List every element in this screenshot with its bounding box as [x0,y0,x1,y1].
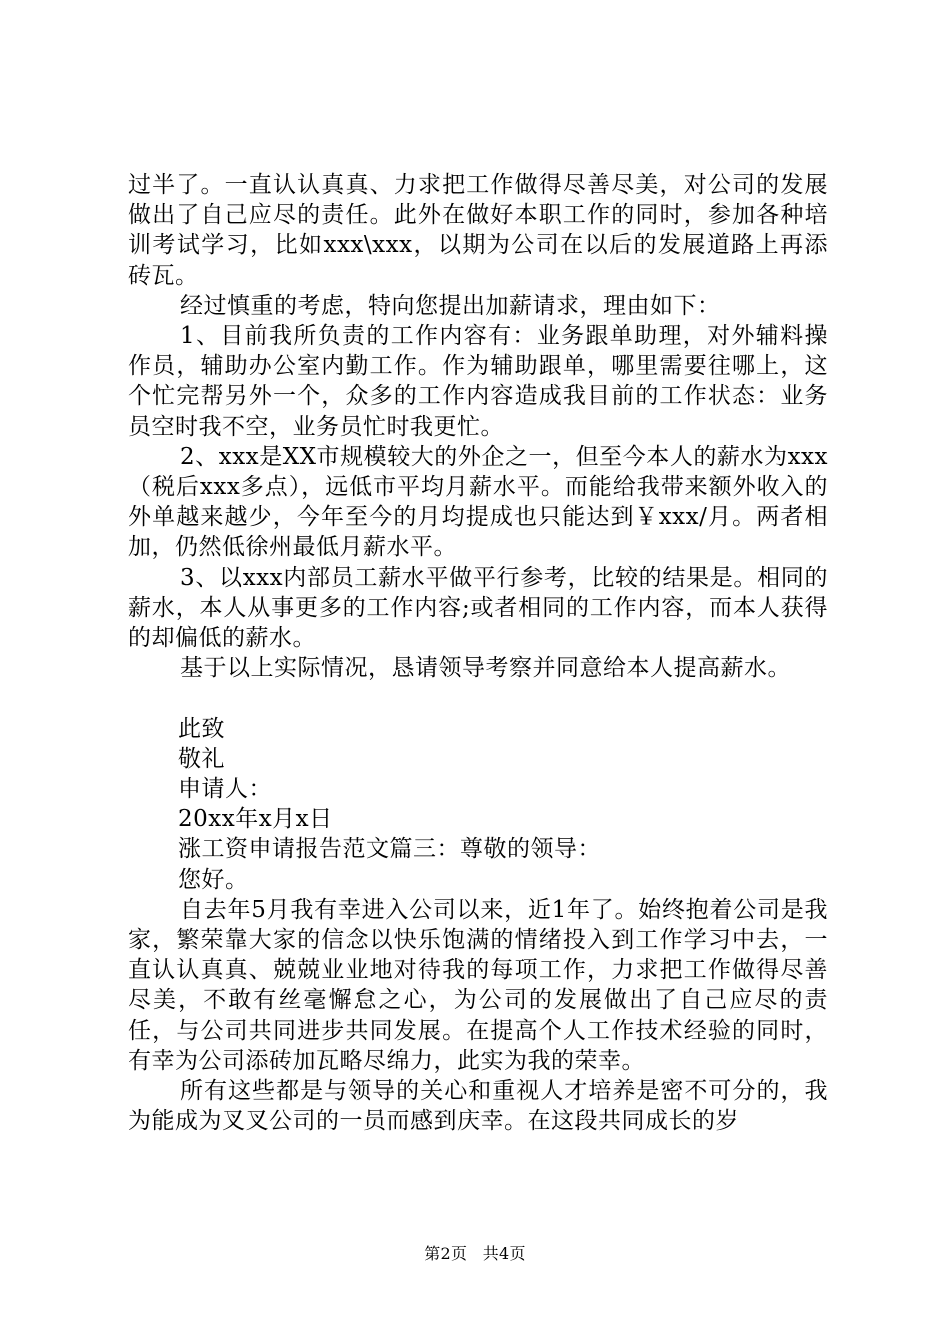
closing-line-date: 20xx年x月x日 [178,806,333,833]
paragraph-joined-company: 自去年5月我有幸进入公司以来，近1年了。始终抱着公司是我家，繁荣靠大家的信念以快乐饱满的情绪投入到工作学习中去，一直认认真真、兢兢业业地对待我的每项工作，力求把工作做得尽善尽美，不敢有丝毫懈怠之心，为公司的发展做出了自己应尽的责任，与公司共同进步共同发展。在提高个人工作技术经验的同时，有幸为公司添砖加瓦略尽绵力，此实为我的荣幸。 [128,896,828,1074]
paragraph-continuation: 过半了。一直认认真真、力求把工作做得尽善尽美，对公司的发展做出了自己应尽的责任。此外在做好本职工作的同时，参加各种培训考试学习，比如xxx\xxx，以期为公司在以后的发展道路上再添砖瓦。 [128,172,828,289]
paragraph-reason-3: 3、以xxx内部员工薪水平做平行参考，比较的结果是。相同的薪水，本人从事更多的工作内容;或者相同的工作内容，而本人获得的却偏低的薪水。 [128,564,828,652]
closing-line-regards: 敬礼 [178,745,225,772]
closing-line-applicant: 申请人： [178,776,272,803]
paragraph-request-intro: 经过慎重的考虑，特向您提出加薪请求，理由如下： [180,292,721,319]
paragraph-gratitude: 所有这些都是与领导的关心和重视人才培养是密不可分的，我为能成为叉叉公司的一员而感到庆幸。在这段共同成长的岁 [128,1078,828,1135]
document-body [128,170,828,1136]
page-footer [0,1244,950,1264]
greeting-line: 您好。 [178,866,249,893]
page-total: 共4页 [482,1244,526,1263]
section-heading-sample-3: 涨工资申请报告范文篇三：尊敬的领导： [178,836,601,863]
paragraph-reason-1: 1、目前我所负责的工作内容有：业务跟单助理，对外辅料操作员，辅助办公室内勤工作。作为辅助跟单，哪里需要往哪上，这个忙完帮另外一个，众多的工作内容造成我目前的工作状态：业务员空时我不空，业务员忙时我更忙。 [128,323,828,440]
paragraph-conclusion: 基于以上实际情况，恳请领导考察并同意给本人提高薪水。 [180,655,791,682]
page-number: 第2页 [424,1244,468,1263]
closing-line-salutation: 此致 [178,715,225,742]
blank-line [128,683,828,713]
paragraph-reason-2: 2、xxx是XX市规模较大的外企之一，但至今本人的薪水为xxx（税后xxx多点），远低市平均月薪水平。而能给我带来额外收入的外单越来越少，今年至今的月均提成也只能达到￥xxx/月。两者相加，仍然低徐州最低月薪水平。 [128,443,828,561]
